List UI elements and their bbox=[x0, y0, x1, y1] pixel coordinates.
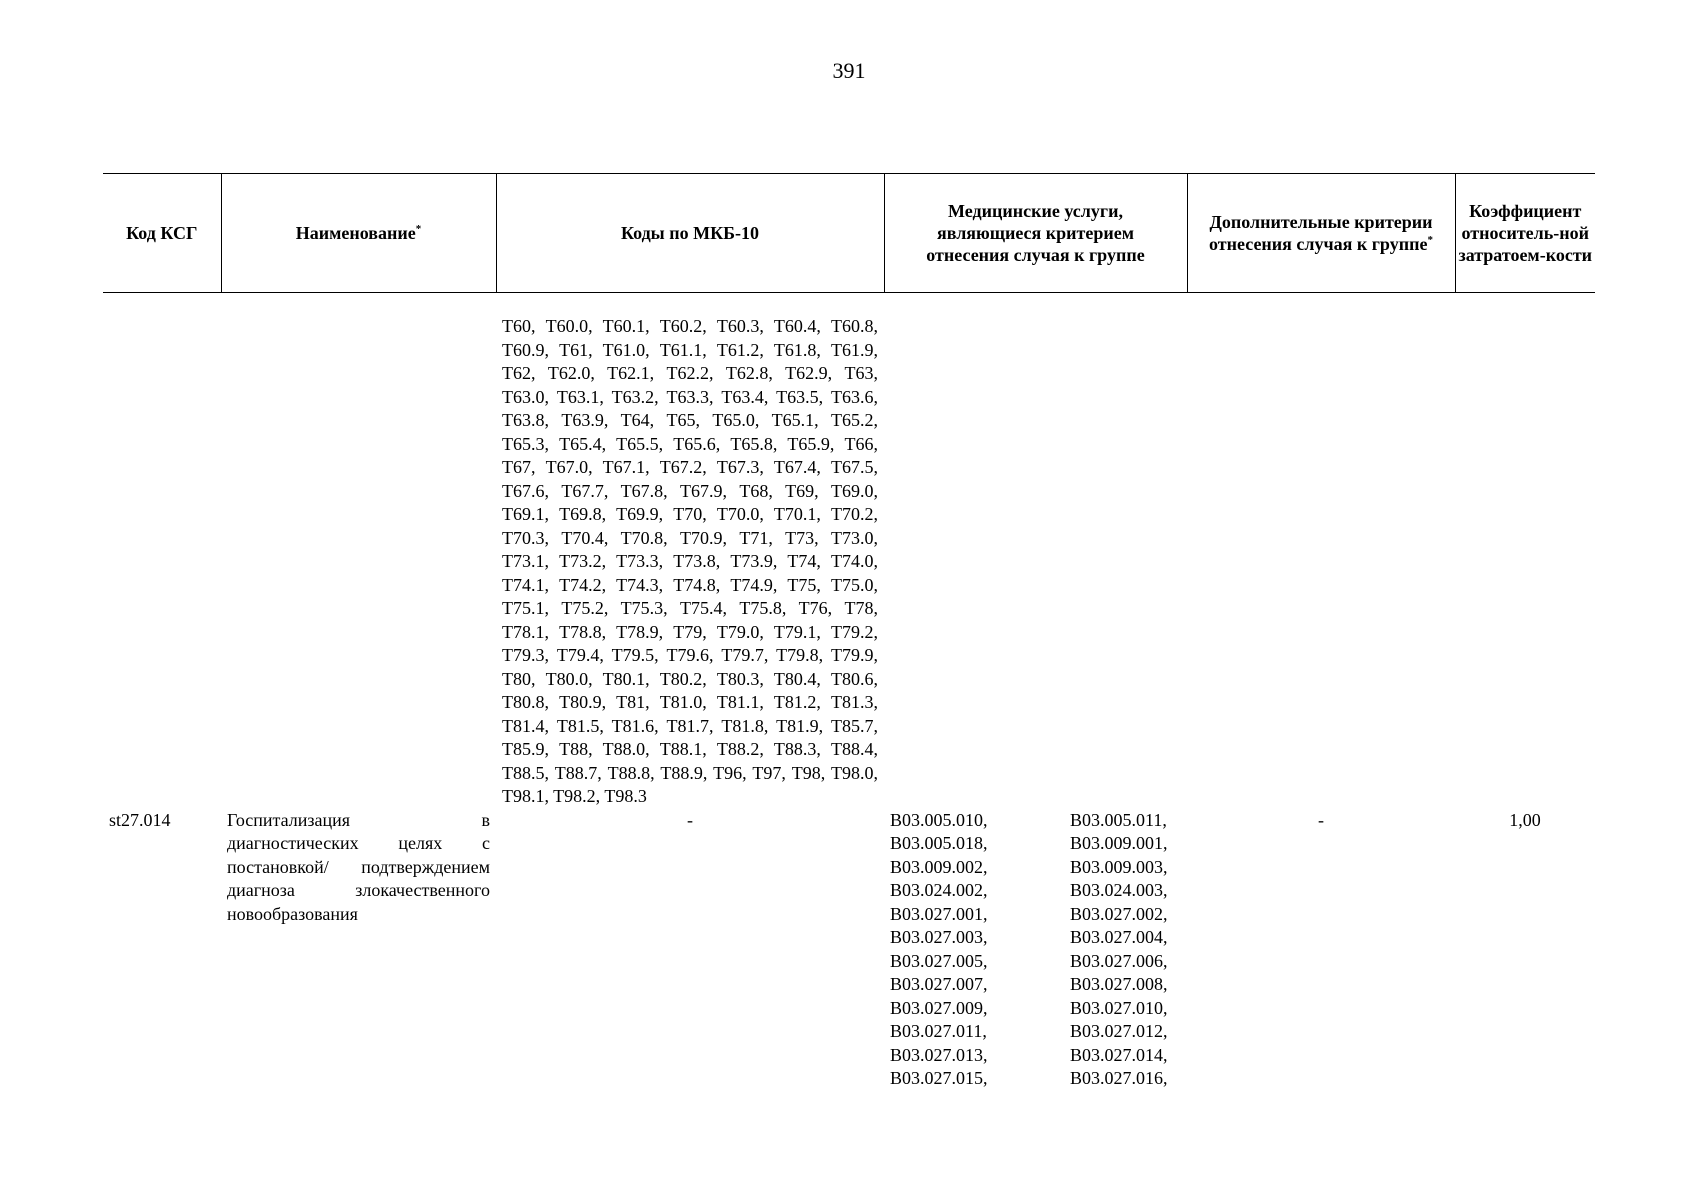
cell-empty bbox=[1455, 315, 1595, 809]
service-code: B03.027.015, bbox=[890, 1068, 988, 1088]
table-row bbox=[103, 809, 1595, 1091]
service-code: B03.027.006, bbox=[1070, 950, 1168, 971]
service-code: B03.024.003, bbox=[1070, 880, 1168, 900]
service-code: B03.027.004, bbox=[1070, 927, 1168, 947]
table-header-row bbox=[103, 174, 1595, 293]
cell-icd-codes: - bbox=[687, 809, 693, 830]
cell-coefficient: 1,00 bbox=[1509, 809, 1541, 830]
service-code: B03.005.010, bbox=[890, 809, 988, 830]
service-code: B03.027.011, bbox=[890, 1021, 987, 1041]
header-medical-services: Медицинские услуги, являющиеся критерием отнесения случая к группе bbox=[884, 174, 1187, 293]
icd-codes-list: T60, T60.0, T60.1, T60.2, T60.3, T60.4, T60.8, T60.9, T61, T61.0, T61.1, T61.2, T61.8, T61.9, T62, T62.0, T62.1, T62.2, T62.8, T62.9, T63, T63.0, T63.1, T63.2, T63.3, T63.4, T63.5, T63.6, T63.8, T63.9, T64, T65, T65.0, T65.1, T65.2, T65.3, T65.4, T65.5, T65.6, T65.8, T65.9, T66, T67, T67.0, T67.1, T67.2, T67.3, T67.4, T67.5, T67.6, T67.7, T67.8, T67.9, T68, T69, T69.0, T69.1, T69.8, T69.9, T70, T70.0, T70.1, T70.2, T70.3, T70.4, T70.8, T70.9, T71, T73, T73.0, T73.1, T73.2, T73.3, T73.8, T73.9, T74, T74.0, T74.1, T74.2, T74.3, T74.8, T74.9, T75, T75.0, T75.1, T75.2, T75.3, T75.4, T75.8, T76, T78, T78.1, T78.8, T78.9, T79, T79.0, T79.1, T79.2, T79.3, T79.4, T79.5, T79.6, T79.7, T79.8, T79.9, T80, T80.0, T80.1, T80.2, T80.3, T80.4, T80.6, T80.8, T80.9, T81, T81.0, T81.1, T81.2, T81.3, T81.4, T81.5, T81.6, T81.7, T81.8, T81.9, T85.7, T85.9, T88, T88.0, T88.1, T88.2, T88.3, T88.4, T88.5, T88.7, T88.8, T88.9, T96, T97, T98, T98.0, T98.1, T98.2, T98.3 bbox=[502, 316, 878, 806]
service-code: B03.009.001, bbox=[1070, 833, 1168, 853]
cell-empty bbox=[103, 315, 221, 809]
cell-medical-services bbox=[884, 809, 1187, 1091]
service-code: B03.027.016, bbox=[1070, 1068, 1168, 1088]
spacer-row bbox=[103, 293, 1595, 316]
footnote-mark: * bbox=[1427, 234, 1433, 246]
cell-empty bbox=[221, 315, 496, 809]
service-code: B03.027.002, bbox=[1070, 903, 1168, 924]
cell-ksg-code: st27.014 bbox=[109, 809, 171, 830]
header-additional-criteria: Дополнительные критерии отнесения случая к группе* bbox=[1187, 174, 1455, 293]
service-code: B03.027.010, bbox=[1070, 997, 1168, 1018]
service-code: B03.027.007, bbox=[890, 974, 988, 994]
service-code: B03.027.003, bbox=[890, 927, 988, 947]
service-code: B03.027.005, bbox=[890, 950, 988, 971]
footnote-mark: * bbox=[415, 223, 422, 235]
service-code: B03.027.009, bbox=[890, 997, 988, 1018]
header-ksg-code: Код КСГ bbox=[103, 174, 221, 293]
cell-name bbox=[221, 809, 496, 1091]
service-code: B03.027.012, bbox=[1070, 1021, 1168, 1041]
table-row-continuation bbox=[103, 315, 1595, 809]
header-icd-codes: Коды по МКБ-10 bbox=[496, 174, 884, 293]
group-name: Госпитализация в диагностических целях с постановкой/ подтверждением диагноза злокачественного новообразования bbox=[227, 809, 490, 924]
services-list bbox=[890, 809, 1181, 1091]
service-code: B03.027.001, bbox=[890, 903, 988, 924]
service-code: B03.024.002, bbox=[890, 880, 988, 900]
cell-additional-criteria: - bbox=[1318, 809, 1324, 830]
cell-icd-codes bbox=[496, 315, 884, 809]
ksg-table bbox=[103, 173, 1595, 1091]
header-coefficient: Коэффициент относитель-ной затратоем-кости bbox=[1455, 174, 1595, 293]
service-code: B03.009.002, bbox=[890, 856, 988, 877]
service-code: B03.027.014, bbox=[1070, 1044, 1168, 1065]
service-code: B03.009.003, bbox=[1070, 856, 1168, 877]
service-code: B03.005.018, bbox=[890, 833, 988, 853]
service-code: B03.027.013, bbox=[890, 1044, 988, 1065]
header-name: Наименование* bbox=[221, 174, 496, 293]
page-number: 391 bbox=[832, 58, 866, 83]
service-code: B03.027.008, bbox=[1070, 974, 1168, 994]
service-code: B03.005.011, bbox=[1070, 809, 1167, 830]
cell-empty bbox=[884, 315, 1187, 809]
cell-empty bbox=[1187, 315, 1455, 809]
